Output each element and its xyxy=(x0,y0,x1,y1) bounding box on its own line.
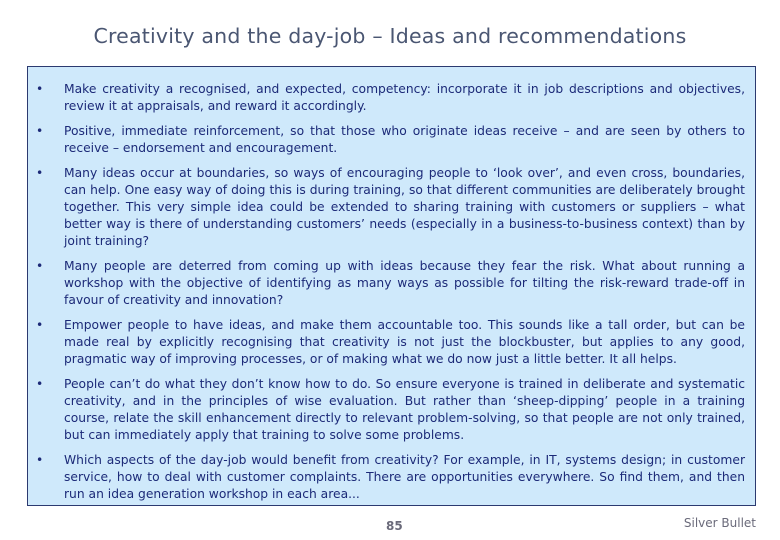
slide-title: Creativity and the day-job – Ideas and recommendations xyxy=(93,24,687,48)
bullet-item xyxy=(36,81,745,115)
bullet-icon: • xyxy=(36,377,44,391)
bullet-icon: • xyxy=(36,166,44,180)
bullet-item xyxy=(36,376,745,444)
bullet-icon: • xyxy=(36,124,44,138)
bullet-text: Positive, immediate reinforcement, so that those who originate ideas receive – and are seen by others to receive – endorsement and encouragement. xyxy=(64,124,745,155)
bullet-icon: • xyxy=(36,82,44,96)
bullet-text: Empower people to have ideas, and make them accountable too. This sounds like a tall order, but can be made real by explicitly recognising that creativity is not just the blockbuster, but applies to any good, pragmatic way of improving processes, or of making what we do now just a little better. It all helps. xyxy=(64,318,745,366)
bullet-text: Many ideas occur at boundaries, so ways of encouraging people to ‘look over’, and even cross, boundaries, can help. One easy way of doing this is during training, so that different communities are deliberately brought together. This very simple idea could be extended to sharing training with customers or suppliers – what better way is there of understanding customers’ needs (especially in a business-to-business context) than by joint training? xyxy=(64,166,745,248)
bullet-item xyxy=(36,258,745,309)
bullet-item xyxy=(36,452,745,503)
bullet-icon: • xyxy=(36,259,44,273)
bullet-text: Which aspects of the day-job would benefit from creativity? For example, in IT, systems design; in customer service, how to deal with customer complaints. There are opportunities everywhere. So find them, and then run an idea generation workshop in each area... xyxy=(64,453,745,501)
bullet-icon: • xyxy=(36,453,44,467)
content-box xyxy=(27,66,756,506)
page-number: 85 xyxy=(386,519,403,533)
bullet-text: People can’t do what they don’t know how to do. So ensure everyone is trained in deliberate and systematic creativity, and in the principles of wise evaluation. But rather than ‘sheep-dipping’ people in a training course, relate the skill enhancement directly to relevant problem-solving, so that people are not only trained, but can immediately apply that training to solve some problems. xyxy=(64,377,745,442)
bullet-text: Many people are deterred from coming up with ideas because they fear the risk. What about running a workshop with the objective of identifying as many ways as possible for tilting the risk-reward trade-off in favour of creativity and innovation? xyxy=(64,259,745,307)
bullet-item xyxy=(36,123,745,157)
bullet-icon: • xyxy=(36,318,44,332)
bullet-item xyxy=(36,317,745,368)
brand-label: Silver Bullet xyxy=(683,516,756,530)
bullet-item xyxy=(36,165,745,250)
bullet-text: Make creativity a recognised, and expected, competency: incorporate it in job descriptions and objectives, review it at appraisals, and reward it accordingly. xyxy=(64,82,745,113)
